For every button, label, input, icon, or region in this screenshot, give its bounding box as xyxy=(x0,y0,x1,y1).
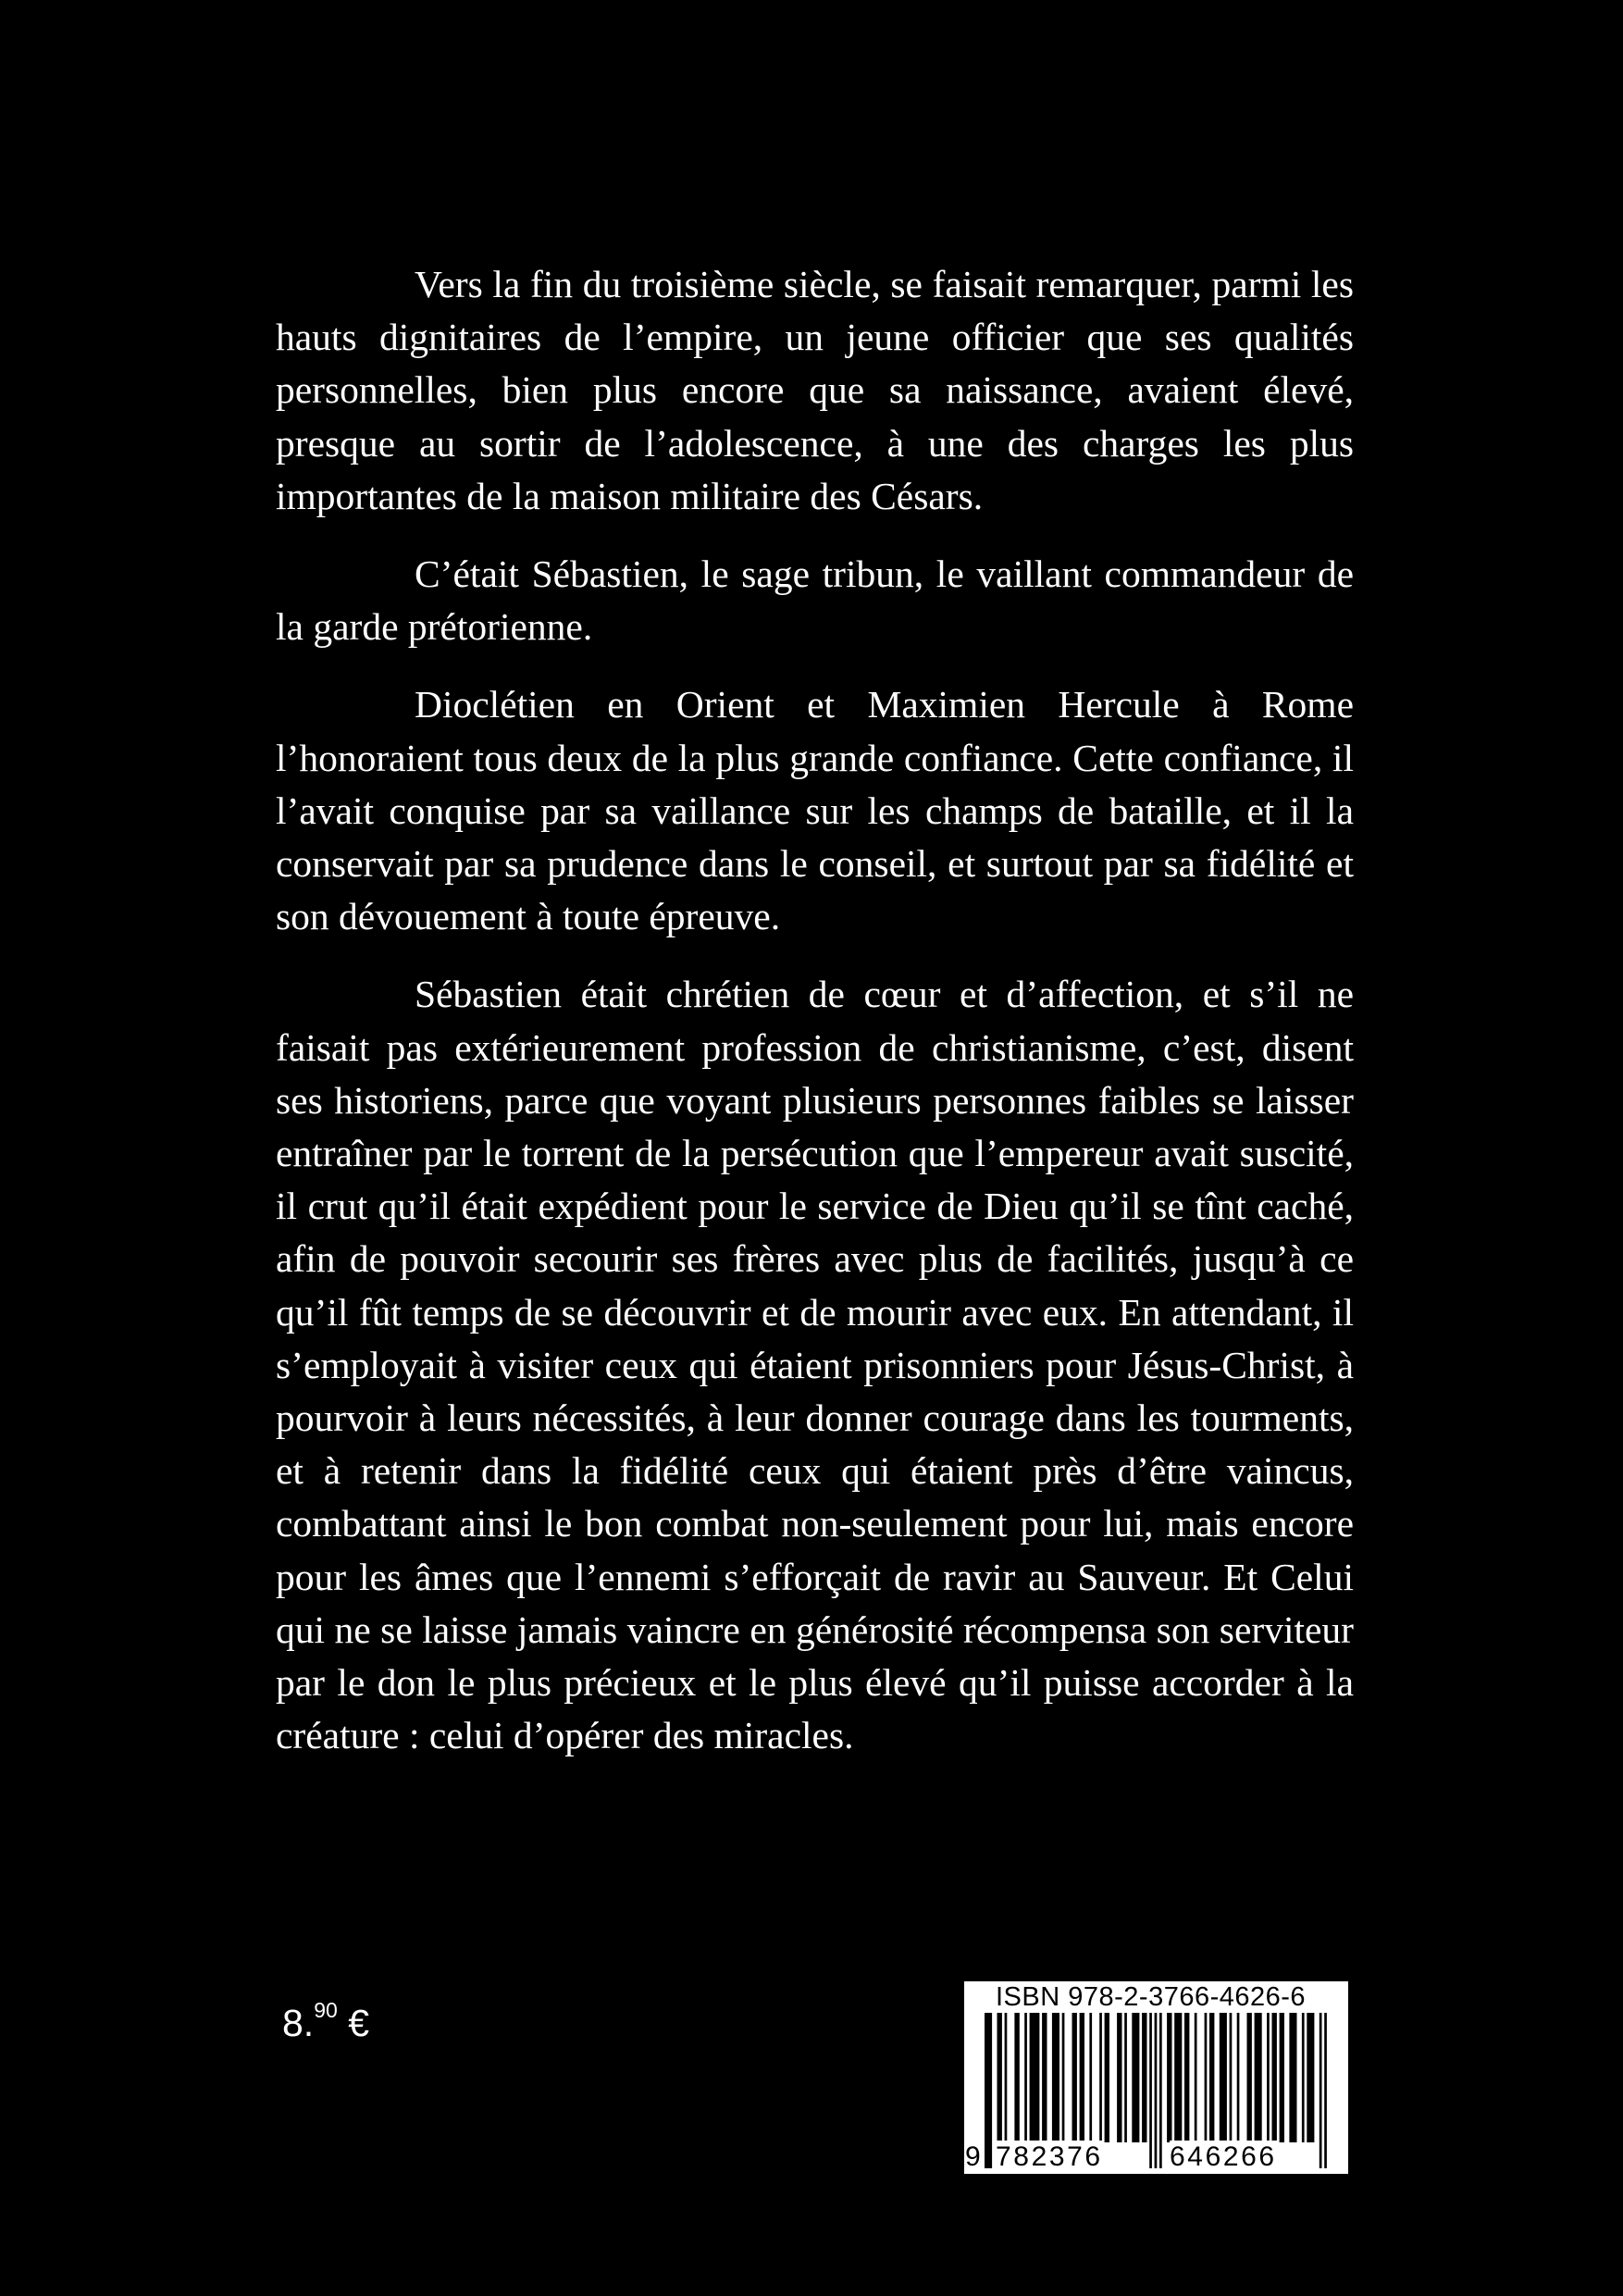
barcode-bar xyxy=(1209,2013,1214,2142)
barcode-bar xyxy=(1220,2013,1227,2142)
barcode-bar xyxy=(1167,2013,1171,2142)
barcode-bar xyxy=(1089,2013,1092,2142)
barcode-bar xyxy=(1105,2013,1109,2142)
barcode-digits-group-2: 646266 xyxy=(1170,2141,1277,2172)
barcode-bar xyxy=(1062,2013,1065,2142)
barcode-bar xyxy=(1052,2013,1059,2142)
barcode-digit-first: 9 xyxy=(965,2141,984,2172)
isbn-label: ISBN 978-2-3766-4626-6 xyxy=(996,1982,1307,2012)
price-cents: 90 xyxy=(314,1998,338,2022)
blurb-paragraph-2: C’était Sébastien, le sage tribun, le vaillant commandeur de la garde prétorienne. xyxy=(276,552,1354,649)
barcode-bar xyxy=(1132,2013,1139,2142)
barcode-bar xyxy=(1042,2013,1047,2142)
barcode-bar xyxy=(1195,2013,1197,2142)
blurb-paragraph-4: Sébastien était chrétien de cœur et d’affection, et s’il ne faisait pas extérieurement profession de christianisme, c’est, disent ses historiens, parce que voyant plusieurs personnes faibles se laisser entraîner par le torrent de la persécution que l’empereur avait suscité, il crut qu’il était expédient pour le service de Dieu qu’il se tînt caché, afin de pouvoir secourir ses frères avec plus de facilités, jusqu’à ce qu’il fût temps de se découvrir et de mourir avec eux. En attendant, il s’employait à visiter ceux qui étaient prisonniers pour Jésus-Christ, à pourvoir à leurs nécessités, à leur donner courage dans les tourments, et à retenir dans la fidélité ceux qui étaient près d’être vaincus, combattant ainsi le bon combat non-seulement pour lui, mais encore pour les âmes que l’ennemi s’efforçait de ravir au Sauveur. Et Celui qui ne se laisse jamais vaincre en générosité récompensa son serviteur par le don le plus précieux et le plus élevé qu’il puisse accorder à la créature : celui d’opérer des miracles. xyxy=(276,973,1354,1757)
barcode-bar xyxy=(1072,2013,1077,2142)
barcode-bar xyxy=(1307,2013,1314,2142)
barcode-bar xyxy=(1124,2013,1127,2142)
barcode-bar xyxy=(1005,2013,1008,2142)
barcode-bar xyxy=(1205,2013,1208,2142)
barcode-bar xyxy=(1099,2013,1102,2142)
blurb-paragraph-1: Vers la fin du troisième siècle, se faisait remarquer, parmi les hauts dignitaires de l’empire, un jeune officier que ses qualités personnelles, bien plus encore que sa naissance, avaient élevé, presque au sortir de l’adolescence, à une des charges les plus importantes de la maison militaire des Césars. xyxy=(276,263,1354,517)
barcode-bar xyxy=(1255,2013,1262,2142)
barcode-bar xyxy=(1080,2013,1084,2142)
isbn-barcode xyxy=(964,1981,1348,2174)
blurb-text xyxy=(276,258,1354,1787)
price-whole: 8. xyxy=(282,2002,315,2044)
barcode-bar xyxy=(1237,2013,1240,2142)
barcode-bar xyxy=(1174,2013,1182,2142)
barcode-bar xyxy=(1184,2013,1189,2142)
barcode-digits xyxy=(964,2141,1348,2174)
barcode-bar xyxy=(1030,2013,1040,2142)
barcode-bar xyxy=(1289,2013,1296,2142)
barcode-bar xyxy=(1117,2013,1121,2142)
barcode-bar xyxy=(1230,2013,1233,2142)
barcode-bar xyxy=(1247,2013,1252,2142)
barcode-bar xyxy=(1272,2013,1277,2142)
price-currency: € xyxy=(348,2002,370,2044)
barcode-bar xyxy=(1014,2013,1019,2142)
price-label xyxy=(282,1998,370,2045)
barcode-bar xyxy=(1302,2013,1305,2142)
barcode-bar xyxy=(1142,2013,1146,2142)
blurb-paragraph-3: Dioclétien en Orient et Maximien Hercule à Rome l’honoraient tous deux de la plus grande confiance. Cette confiance, il l’avait conquise par sa vaillance sur les champs de bataille, et il la conservait par sa prudence dans le conseil, et surtout par sa fidélité et son dévouement à toute épreuve. xyxy=(276,683,1354,938)
barcode-bar xyxy=(1280,2013,1284,2142)
barcode-bar xyxy=(1267,2013,1270,2142)
barcode-digits-group-1: 782376 xyxy=(996,2141,1103,2172)
barcode-bar xyxy=(1024,2013,1027,2142)
